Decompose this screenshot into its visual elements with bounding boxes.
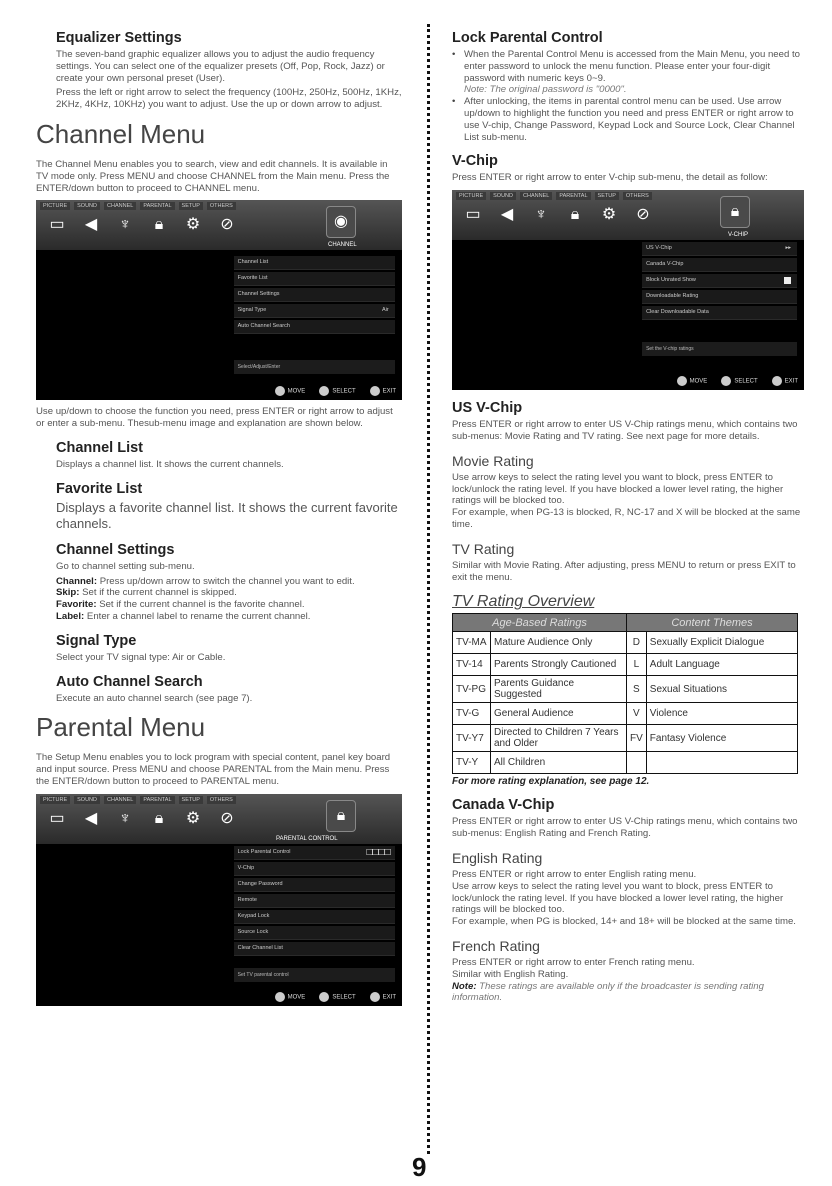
tab-setup: SETUP bbox=[179, 796, 203, 804]
menu-item-auto-channel-search: Auto Channel Search bbox=[234, 320, 395, 334]
table-row: TV-14 Parents Strongly Cautioned L Adult Language bbox=[453, 654, 798, 676]
channel-menu-screen bbox=[36, 200, 402, 400]
favorite-list-title: Favorite List bbox=[56, 480, 143, 497]
menu-item-us-vchip: US V-Chip ▸▸ bbox=[642, 242, 797, 256]
tv-rating-title: TV Rating bbox=[452, 540, 515, 557]
header-content-themes: Content Themes bbox=[627, 614, 798, 632]
movie-rating-example: For example, when PG-13 is blocked, R, NC-17 and X will be blocked at the same time. bbox=[452, 507, 801, 530]
table-row: TV-G General Audience V Violence bbox=[453, 703, 798, 725]
table-row: TV-PG Parents Guidance Suggested S Sexual Situations bbox=[453, 676, 798, 703]
tv-hint: Set TV parental control bbox=[234, 968, 395, 982]
list-item: • After unlocking, the items in parental control menu can be used. Use arrow up/down to highlight the function you need and press ENTER or right arrow to use V-chip, Change Password, Keypad Lock and Source Lock, Clear Channel List sub-menu. bbox=[452, 96, 804, 143]
equalizer-p2: Press the left or right arrow to select the frequency (100Hz, 250Hz, 500Hz, 1KHz, 2KHz, 4KHz, 10KHz) you want to adjust. Use the up or down arrow to adjust. bbox=[56, 87, 402, 111]
tab-sound: SOUND bbox=[74, 202, 100, 210]
selected-menu-label: CHANNEL bbox=[328, 242, 357, 249]
signal-type-text: Select your TV signal type: Air or Cable. bbox=[56, 651, 226, 663]
move-hint: MOVE bbox=[275, 992, 306, 1002]
page-number: 9 bbox=[412, 1152, 427, 1182]
table-row: TV-MA Mature Audience Only D Sexually Explicit Dialogue bbox=[453, 632, 798, 654]
movie-rating-text: Use arrow keys to select the rating level you want to block, press ENTER to lock/unlock the rating level. If you have blocked a lower level rating, the higher ratings will be blocked too. bbox=[452, 471, 784, 507]
menu-item-channel-settings: Channel Settings bbox=[234, 288, 395, 302]
menu-item-keypad-lock: Keypad Lock bbox=[234, 910, 395, 924]
exit-hint: EXIT bbox=[772, 376, 798, 386]
french-rating-p2: Similar with English Rating. bbox=[452, 968, 569, 980]
exit-icon bbox=[772, 376, 782, 386]
select-icon bbox=[721, 376, 731, 386]
menu-item-canada-vchip: Canada V-Chip bbox=[642, 258, 797, 272]
channel-menu-after: Use up/down to choose the function you need, press ENTER or right arrow to adjust or enter a sub-menu. Thesub-menu image and explanation are shown below. bbox=[36, 406, 393, 430]
tab-setup: SETUP bbox=[595, 192, 619, 200]
move-hint: MOVE bbox=[275, 386, 306, 396]
channel-setting-skip: Skip: Set if the current channel is skipped. bbox=[56, 587, 237, 599]
parental-menu-title: Parental Menu bbox=[36, 712, 206, 743]
channel-setting-channel: Channel: Press up/down arrow to switch the channel you want to edit. bbox=[56, 575, 355, 587]
tab-others: OTHERS bbox=[207, 796, 236, 804]
auto-search-title: Auto Channel Search bbox=[56, 673, 203, 690]
us-vchip-text: Press ENTER or right arrow to enter US V-Chip ratings menu, which contains two sub-menus: Movie Rating and TV rating. See next page for more details. bbox=[452, 419, 798, 442]
channel-settings-text: Go to channel setting sub-menu. bbox=[56, 560, 195, 572]
tab-picture: PICTURE bbox=[40, 796, 70, 804]
menu-item-signal-type bbox=[234, 304, 395, 318]
vchip-text: Press ENTER or right arrow to enter V-chip sub-menu, the detail as follow: bbox=[452, 172, 768, 184]
lock-parental-list bbox=[452, 49, 804, 143]
favorite-list-text: Displays a favorite channel list. It shows the current favorite channels. bbox=[56, 499, 398, 531]
equalizer-p1: The seven-band graphic equalizer allows you to adjust the audio frequency settings. You can select one of the equalizer presets (Off, Pop, Rock, Jazz) or create your own personal preset (User). bbox=[56, 49, 385, 84]
menu-item-channel-list: Channel List bbox=[234, 256, 395, 270]
tv-rating-text: Similar with Movie Rating. After adjusting, press MENU to return or press EXIT to exit the menu. bbox=[452, 559, 796, 583]
right-column bbox=[452, 30, 804, 1004]
picture-icon: ▭ bbox=[49, 809, 65, 827]
movie-rating-title: Movie Rating bbox=[452, 452, 534, 469]
password-note: Note: The original password is "0000". bbox=[464, 84, 627, 96]
tv-hint: Select/Adjust/Enter bbox=[234, 360, 395, 374]
channel-settings-title: Channel Settings bbox=[56, 541, 175, 558]
channel-selected-icon: ◉ bbox=[326, 206, 356, 238]
channel-menu-list bbox=[234, 256, 395, 336]
english-rating-p1: Press ENTER or right arrow to enter English rating menu. bbox=[452, 868, 697, 880]
exit-icon bbox=[370, 992, 380, 1002]
tab-others: OTHERS bbox=[623, 192, 652, 200]
lock-parental-title: Lock Parental Control bbox=[452, 30, 603, 46]
canada-vchip-text: Press ENTER or right arrow to enter US V-Chip ratings menu, which contains two sub-menus: English Rating and French Rating. bbox=[452, 816, 798, 840]
menu-item-block-unrated: Block Unrated Show bbox=[642, 274, 797, 288]
tv-menu-bar bbox=[36, 794, 402, 844]
tv-footer bbox=[275, 992, 396, 1002]
parental-menu-intro: The Setup Menu enables you to lock program with special content, panel key board and input source. Press MENU and choose PARENTAL from the Main menu. Press the ENTER/down button to proceed to PARENTAL menu. bbox=[36, 752, 391, 787]
setup-icon: ⚙ bbox=[185, 216, 201, 234]
tab-setup: SETUP bbox=[179, 202, 203, 210]
others-icon: ⊘ bbox=[220, 216, 234, 234]
canada-vchip-title: Canada V-Chip bbox=[452, 797, 555, 814]
menu-item-lock-parental: Lock Parental Control □□□□ bbox=[234, 846, 395, 860]
list-item: • When the Parental Control Menu is accessed from the Main Menu, you need to enter password to unlock the menu function. Please enter your four-digit password with numeric keys 0~9. Note: The original password is "0000". bbox=[452, 49, 804, 96]
vchip-menu-screen bbox=[452, 190, 804, 390]
auto-search-text: Execute an auto channel search (see page 7). bbox=[56, 692, 253, 704]
others-icon: ⊘ bbox=[636, 206, 650, 224]
select-hint: SELECT bbox=[721, 376, 757, 386]
tv-footer bbox=[677, 376, 798, 386]
sound-icon: ◀ bbox=[500, 206, 514, 224]
menu-item-favorite-list: Favorite List bbox=[234, 272, 395, 286]
select-hint: SELECT bbox=[319, 992, 355, 1002]
picture-icon: ▭ bbox=[49, 216, 65, 234]
channel-menu-title: Channel Menu bbox=[36, 118, 206, 149]
menu-item-remote: Remote bbox=[234, 894, 395, 908]
tab-others: OTHERS bbox=[207, 202, 236, 210]
menu-item-source-lock: Source Lock bbox=[234, 926, 395, 940]
table-row: TV-Y All Children bbox=[453, 752, 798, 774]
chevron-right-icon: ▸▸ bbox=[785, 245, 791, 252]
equalizer-title: Equalizer Settings bbox=[56, 30, 182, 46]
table-row: TV-Y7 Directed to Children 7 Years and Older FV Fantasy Violence bbox=[453, 725, 798, 752]
french-rating-title: French Rating bbox=[452, 937, 540, 954]
move-hint: MOVE bbox=[677, 376, 708, 386]
french-rating-p1: Press ENTER or right arrow to enter French rating menu. bbox=[452, 956, 695, 968]
vchip-title: V-Chip bbox=[452, 153, 498, 170]
channel-icon: ♆ bbox=[119, 216, 131, 234]
channel-setting-label: Label: Enter a channel label to rename the current channel. bbox=[56, 610, 311, 622]
select-icon bbox=[319, 386, 329, 396]
move-icon bbox=[275, 992, 285, 1002]
select-hint: SELECT bbox=[319, 386, 355, 396]
move-icon bbox=[275, 386, 285, 396]
exit-hint: EXIT bbox=[370, 386, 396, 396]
rating-overview-title: TV Rating Overview bbox=[452, 593, 595, 611]
english-rating-p3: For example, when PG is blocked, 14+ and 18+ will be blocked at the same time. bbox=[452, 916, 796, 928]
tab-parental: PARENTAL bbox=[556, 192, 590, 200]
tab-parental: PARENTAL bbox=[140, 796, 174, 804]
menu-item-clear-downloadable: Clear Downloadable Data bbox=[642, 306, 797, 320]
tab-channel: CHANNEL bbox=[520, 192, 552, 200]
tv-footer bbox=[275, 386, 396, 396]
vchip-menu-list bbox=[642, 242, 797, 322]
tv-menu-bar bbox=[452, 190, 804, 240]
channel-list-title: Channel List bbox=[56, 439, 144, 456]
move-icon bbox=[677, 376, 687, 386]
left-column bbox=[36, 30, 402, 1012]
channel-setting-favorite: Favorite: Set if the current channel is the favorite channel. bbox=[56, 599, 305, 611]
menu-item-v-chip: V-Chip bbox=[234, 862, 395, 876]
tab-sound: SOUND bbox=[490, 192, 516, 200]
tab-channel: CHANNEL bbox=[104, 796, 136, 804]
tab-picture: PICTURE bbox=[40, 202, 70, 210]
signal-type-title: Signal Type bbox=[56, 632, 137, 649]
tv-hint: Set the V-chip ratings bbox=[642, 342, 797, 356]
password-boxes: □□□□ bbox=[366, 846, 391, 858]
menu-item-clear-channel-list: Clear Channel List bbox=[234, 942, 395, 956]
selected-menu-label: V-CHIP bbox=[728, 232, 749, 239]
signal-type-label: Signal Type bbox=[237, 307, 267, 314]
header-age-based: Age-Based Ratings bbox=[453, 614, 627, 632]
channel-menu-intro: The Channel Menu enables you to search, view and edit channels. It is available in TV mode only. Press MENU and choose CHANNEL from the Main menu. Press the ENTER/down button to proceed to CHANNEL menu. bbox=[36, 158, 390, 194]
us-vchip-title: US V-Chip bbox=[452, 400, 523, 417]
lock-icon: 🔒︎ bbox=[570, 206, 580, 224]
exit-icon bbox=[370, 386, 380, 396]
tab-parental: PARENTAL bbox=[140, 202, 174, 210]
menu-item-downloadable-rating: Downloadable Rating bbox=[642, 290, 797, 304]
parental-selected-icon: 🔒︎ bbox=[326, 800, 356, 832]
vchip-selected-icon: 🔒︎ bbox=[720, 196, 750, 228]
column-divider bbox=[427, 24, 430, 1154]
exit-hint: EXIT bbox=[370, 992, 396, 1002]
english-rating-p2: Use arrow keys to select the rating level you want to block, press ENTER to lock/unlock the rating level. If you have blocked a lower level rating, the higher ratings will be blocked too. bbox=[452, 880, 784, 916]
channel-icon: ♆ bbox=[119, 809, 131, 827]
others-icon: ⊘ bbox=[220, 809, 234, 827]
french-rating-note: Note: These ratings are available only if the broadcaster is sending rating information. bbox=[452, 980, 764, 1004]
parental-menu-list bbox=[234, 846, 395, 958]
setup-icon: ⚙ bbox=[185, 809, 201, 827]
lock-icon: 🔒︎ bbox=[154, 216, 164, 234]
picture-icon: ▭ bbox=[465, 206, 481, 224]
tab-picture: PICTURE bbox=[456, 192, 486, 200]
checkbox-icon bbox=[784, 277, 791, 284]
rating-caption: For more rating explanation, see page 12. bbox=[452, 776, 650, 788]
table-header-row bbox=[453, 614, 798, 632]
selected-menu-label: PARENTAL CONTROL bbox=[276, 835, 338, 842]
menu-item-change-password: Change Password bbox=[234, 878, 395, 892]
tab-sound: SOUND bbox=[74, 796, 100, 804]
sound-icon: ◀ bbox=[84, 216, 98, 234]
parental-menu-screen bbox=[36, 794, 402, 1006]
rating-overview-table bbox=[452, 613, 798, 774]
select-icon bbox=[319, 992, 329, 1002]
sound-icon: ◀ bbox=[84, 809, 98, 827]
signal-type-value: Air bbox=[381, 307, 389, 314]
setup-icon: ⚙ bbox=[601, 206, 617, 224]
english-rating-title: English Rating bbox=[452, 849, 543, 866]
channel-list-text: Displays a channel list. It shows the current channels. bbox=[56, 458, 284, 470]
channel-icon: ♆ bbox=[535, 206, 547, 224]
tab-channel: CHANNEL bbox=[104, 202, 136, 210]
lock-icon: 🔒︎ bbox=[154, 809, 164, 827]
